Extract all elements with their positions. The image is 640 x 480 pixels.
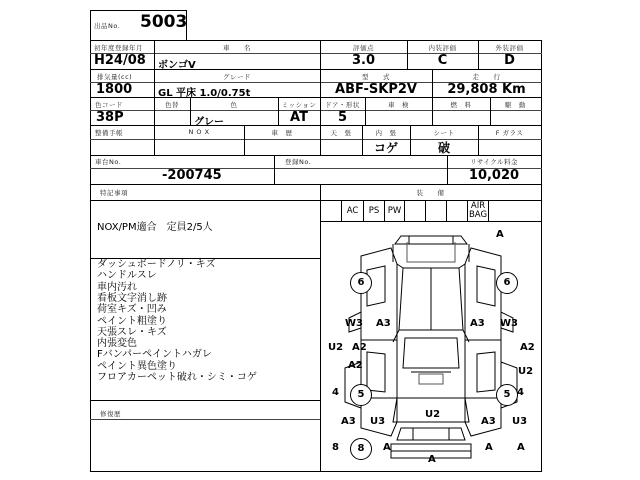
equipment-box: PS (363, 200, 385, 222)
exterior-grade-label: 外装評価 (495, 44, 524, 52)
color-label: 色 (230, 101, 238, 109)
damage-code: A2 (520, 342, 535, 353)
roof-label: 天 張 (330, 129, 352, 137)
lot-label: 出品No. (94, 22, 121, 30)
damage-code: U3 (512, 416, 528, 427)
damage-code: U2 (328, 342, 344, 353)
damage-code-circled: 6 (350, 272, 372, 294)
manual-label: 整備手帳 (95, 129, 123, 137)
grade-value: GL 平床 1.0/0.75t (158, 88, 251, 99)
damage-code: U2 (518, 366, 534, 377)
doors-value: 5 (337, 110, 348, 125)
damage-code: W3 (345, 318, 363, 329)
car-name-value: ボンゴV (158, 60, 196, 71)
color-change-label: 色替 (165, 101, 179, 109)
damage-code: A (383, 442, 391, 453)
remarks-label: 特記事項 (100, 189, 128, 197)
model-label: 型 式 (362, 73, 390, 81)
transmission-label: ミッション (281, 101, 317, 109)
damage-code: A (496, 229, 504, 240)
equipment-box (446, 200, 468, 222)
damage-code: A3 (341, 416, 356, 427)
first-reg-label: 初年度登録年月 (94, 44, 143, 52)
interior-grade-value: C (437, 53, 448, 68)
seat-label: シート (433, 129, 455, 137)
nox-label: N O X (188, 128, 210, 136)
remark-line: フロアカーペット破れ・シミ・コゲ (97, 372, 257, 383)
score-label: 評価点 (353, 44, 374, 52)
remark-line: ペイント粗塗り (97, 315, 167, 327)
grade-label: グレード (223, 73, 251, 81)
equipment-label: 装 備 (416, 189, 445, 197)
interior-trim-label: 内 張 (375, 129, 397, 137)
color-code-label: 色コード (95, 101, 123, 109)
model-value: ABF-SKP2V (335, 82, 417, 97)
mileage-label: 走 行 (472, 73, 501, 81)
remark-line: Fバンパーペイントハガレ (97, 349, 212, 361)
recycle-label: リサイクル料金 (469, 158, 519, 166)
damage-code: W3 (500, 318, 518, 329)
damage-code: 4 (332, 387, 339, 398)
displacement-value: 1800 (96, 82, 133, 97)
displacement-label: 排気量(cc) (97, 73, 133, 81)
chassis-value: -200745 (162, 168, 222, 183)
damage-code-circled: 6 (496, 272, 518, 294)
damage-code: U3 (370, 416, 386, 427)
damage-code: 8 (332, 442, 339, 453)
remark-line: ペイント異色塗り (97, 360, 177, 372)
doors-label: ドア・形状 (325, 101, 360, 109)
damage-code: A3 (376, 318, 391, 329)
damage-code-circled: 8 (350, 438, 372, 460)
repair-history-label: 修復歴 (100, 410, 121, 418)
mileage-value: 29,808 Km (447, 82, 526, 97)
damage-code: A3 (470, 318, 485, 329)
damage-code: A2 (352, 342, 367, 353)
equipment-box: PW (384, 200, 405, 222)
damage-code: A (485, 442, 493, 453)
remark-line: 荷室キズ・凹み (97, 304, 167, 316)
equipment-box (425, 200, 447, 222)
damage-code-circled: 5 (350, 384, 372, 406)
exterior-grade-value: D (504, 53, 515, 68)
score-value: 3.0 (351, 53, 376, 68)
remark-line: ダッシュボードノリ・キズ (97, 259, 216, 270)
remark-line: 内張変色 (97, 338, 137, 350)
damage-code-circled: 5 (496, 384, 518, 406)
history-label: 車 歴 (271, 129, 293, 137)
car-name-label: 車 名 (223, 44, 251, 52)
damage-code: U2 (425, 409, 441, 420)
remark-line: 天張スレ・キズ (97, 326, 167, 338)
inspection-label: 車 検 (388, 101, 409, 109)
remark-line: 看板文字消し跡 (97, 292, 167, 304)
registration-label: 登録No. (285, 158, 312, 166)
remarks-main-line: NOX/PM適合 定員2/5人 (97, 222, 213, 233)
equipment-box (404, 200, 426, 222)
color-value: グレー (194, 117, 224, 128)
color-code-value: 38P (96, 110, 124, 125)
remark-line: 車内汚れ (97, 281, 137, 293)
transmission-value: AT (290, 110, 308, 125)
chassis-label: 車台No. (95, 158, 122, 166)
damage-code: A3 (481, 416, 496, 427)
remark-line: ハンドルスレ (97, 270, 157, 282)
first-reg-value: H24/08 (94, 53, 146, 68)
recycle-value: 10,020 (468, 168, 520, 183)
glass-label: F ガラス (495, 129, 524, 137)
seat-value: 破 (437, 141, 450, 155)
equipment-box: AC (341, 200, 364, 222)
equipment-box: AIR BAG (468, 201, 488, 220)
fuel-label: 燃 料 (450, 101, 472, 109)
damage-code: A2 (348, 360, 363, 371)
interior-grade-label: 内装評価 (428, 44, 457, 52)
damage-code: A (517, 442, 525, 453)
damage-code: 4 (517, 387, 524, 398)
interior-trim-value: コゲ (373, 141, 398, 155)
lot-number: 5003 (140, 12, 188, 32)
drive-label: 駆 動 (505, 101, 526, 109)
damage-code: A (428, 454, 436, 465)
